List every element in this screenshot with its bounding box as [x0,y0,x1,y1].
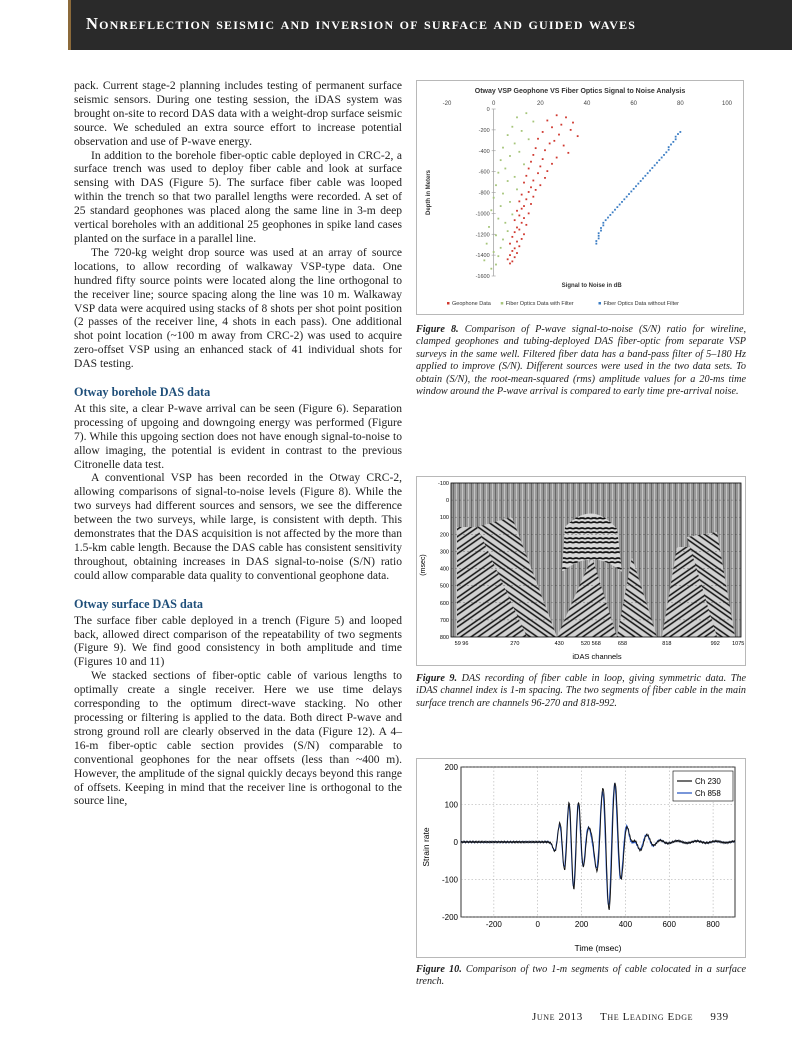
scatter-point [497,218,499,220]
caption-text: DAS recording of fiber cable in loop, giving symmetric data. The iDAS channel index is 1-m spacing. The two segments of fiber cable in the main surface trench are channels 96-270 and 818-992. [416,673,747,709]
scatter-point [523,182,525,184]
scatter-point [521,222,523,224]
scatter-point [609,214,611,216]
scatter-point [507,258,509,260]
scatter-point [642,178,644,180]
y-tick-label: -1400 [475,253,490,260]
scatter-point [556,114,558,116]
scatter-point [616,206,618,208]
scatter-point [509,254,511,256]
scatter-point [539,166,541,168]
scatter-point [504,222,506,224]
scatter-point [572,122,574,124]
x-tick-label: 600 [662,920,676,929]
legend-swatch [501,302,504,305]
scatter-point [665,151,667,153]
scatter-point [605,219,607,221]
legend-label: Fiber Optics Data with Filter [505,301,574,307]
scatter-point [509,155,511,157]
body-paragraph: In addition to the borehole fiber-optic cable deployed in CRC-2, a surface trench was used to deploy fiber cable and look at surface sensing with DAS (Figure 5). The surface fiber cable was looped within the trench so that two parallel lengths were recorded. A set of 25 standard geophones was placed along the same line in 3-m deep vertical boreholes with an additional 25 geophones in spike land cases planted on the surface in a parallel line. [74,149,402,245]
scatter-point [546,170,548,172]
series-line [461,784,735,905]
section-heading: Otway borehole DAS data [74,385,211,400]
scatter-point [635,185,637,187]
scatter-point [560,124,562,126]
y-tick-label: -600 [478,169,490,176]
scatter-point [600,230,602,232]
footer-date: June 2013 [532,1011,583,1023]
x-axis-label: Signal to Noise in dB [561,283,622,289]
scatter-point [630,191,632,193]
chart-title: Otway VSP Geophone VS Fiber Optics Signal to Noise Analysis [474,88,686,95]
x-tick-label: 100 [721,101,733,107]
caption-label: Figure 9. [416,673,458,684]
x-tick-label: 520 568 [580,641,601,647]
scatter-point [500,205,502,207]
scatter-point [507,230,509,232]
scatter-point [514,143,516,145]
scatter-point [500,159,502,161]
scatter-point [640,180,642,182]
y-tick-label: 800 [439,635,449,641]
scatter-point [518,245,520,247]
scatter-point [619,204,621,206]
scatter-point [495,184,497,186]
scatter-point [598,232,600,234]
caption-label: Figure 8. [416,324,459,335]
x-tick-label: 800 [706,920,720,929]
figure-9-caption [416,673,746,710]
scatter-point [516,116,518,118]
figure-8-caption [416,324,746,398]
y-tick-label: 0 [445,498,449,505]
caption-label: Figure 10. [416,964,462,975]
caption-text: Comparison of P-wave signal-to-noise (S/N) ratio for wireline, clamped geophones and tubing-deployed DAS fiber-optic from separate VSP surveys in the same well. Filtered fiber data has a band-pass filter of 5–180 Hz applied to improve (S/N). Different sources were used in the two data sets. To obtain (S/N), the root-mean-squared (rms) amplitude values for a 20-ms time window around the P-wave arrival is compared to early time pre-arrival noise. [416,324,747,398]
y-tick-label: 200 [439,532,449,539]
scatter-point [677,133,679,135]
scatter-point [530,161,532,163]
scatter-point [511,260,513,262]
left-text-column [74,80,402,809]
scatter-point [668,146,670,148]
figure-10-chart [417,759,745,957]
x-tick-label: 80 [676,101,684,107]
scatter-point [675,138,677,140]
scatter-point [490,268,492,270]
figure-10-caption [416,964,746,989]
x-tick-label: 1075 [732,641,745,647]
legend-swatch [599,302,602,305]
scatter-point [511,126,513,128]
scatter-point [637,183,639,185]
scatter-point [647,172,649,174]
scatter-point [551,126,553,128]
scatter-point [661,157,663,159]
scatter-point [516,252,518,254]
scatter-point [595,240,597,242]
body-paragraph: The 720-kg weight drop source was used at an array of source locations, to allow recording of walkaway VSP-type data. One hundred fifty source points were located along the line orthogonal to the receiver line; source spacing along the line was 10 m. Walkaway VSP data were acquired using stacks of 8 shots per shot point position (2 passes of the receiver line, 4 shots in each pass). One additional shot point location (~100 m away from CRC-2) was used to acquire zero-offset VSP using an enhanced stack of 41 individual shots for DAS testing. [74,246,402,371]
scatter-point [502,193,504,195]
scatter-point [486,243,488,245]
page-footer [532,1011,762,1023]
legend-label: Geophone Data [452,301,491,307]
legend-label: Ch 230 [695,777,721,786]
scatter-point [511,250,513,252]
scatter-point [507,134,509,136]
header-accent-bar [68,0,71,50]
scatter-point [626,196,628,198]
scatter-point [523,233,525,235]
y-tick-label: -200 [441,913,458,922]
scatter-point [567,152,569,154]
y-tick-label: -200 [478,127,490,134]
body-paragraph: A conventional VSP has been recorded in the Otway CRC-2, allowing comparisons of signal-to-noise levels (Figure 8). While the two surveys had different sources and sensors, we see the difference between the two surveys, while large, is consistent with depth. This demonstrates that the DAS acquisition is not affected by the more than 1.5-km cable length. Because the DAS cable has consistent sensitivity throughout, obtaining increases in DAS signal-to-noise (S/N) ratio could allow comparable data quality to conventional geophone data. [74,472,402,582]
scatter-point [663,154,665,156]
x-tick-label: 200 [574,920,589,929]
scatter-point [542,131,544,133]
scatter-point [598,235,600,237]
scatter-point [537,172,539,174]
y-tick-label: 500 [439,583,449,590]
scatter-point [511,214,513,216]
scatter-point [668,149,670,151]
scatter-point [542,158,544,160]
y-tick-label: 0 [486,107,490,113]
scatter-point [523,217,525,219]
scatter-point [528,212,530,214]
scatter-point [532,121,534,123]
legend-swatch [447,302,450,305]
y-tick-label: 0 [453,838,458,847]
scatter-point [502,147,504,149]
figure-9-panel [416,476,746,666]
header-banner [68,0,792,50]
y-tick-label: 200 [444,763,458,772]
scatter-point [509,201,511,203]
y-tick-label: -100 [441,875,458,885]
figure-9-ylabel: (msec) [420,554,427,576]
y-tick-label: -1000 [475,211,490,218]
scatter-point [654,164,656,166]
scatter-point [525,224,527,226]
scatter-point [514,247,516,249]
x-tick-label: 0 [491,101,496,107]
scatter-point [493,197,495,199]
scatter-point [537,138,539,140]
scatter-point [679,131,681,133]
y-axis-label: Depth in Meters [426,169,432,216]
scatter-point [483,259,485,261]
scatter-point [577,135,579,137]
x-tick-label: 40 [583,101,591,107]
scatter-point [544,149,546,151]
scatter-point [535,147,537,149]
scatter-point [523,163,525,165]
scatter-point [490,209,492,211]
scatter-point [525,198,527,200]
scatter-point [504,168,506,170]
scatter-point [518,200,520,202]
scatter-point [497,255,499,257]
scatter-point [621,201,623,203]
scatter-point [497,172,499,174]
figure-8-panel [416,80,744,315]
scatter-point [502,239,504,241]
scatter-point [525,112,527,114]
scatter-point [532,154,534,156]
scatter-point [518,215,520,217]
figure-8-chart [417,81,743,314]
scatter-point [551,163,553,165]
scatter-point [500,247,502,249]
y-tick-label: 400 [439,566,449,573]
scatter-point [518,151,520,153]
scatter-point [558,134,560,136]
scatter-point [612,211,614,213]
scatter-point [530,186,532,188]
scatter-point [602,222,604,224]
y-tick-label: 300 [439,549,449,556]
scatter-point [544,177,546,179]
scatter-point [602,224,604,226]
scatter-point [600,227,602,229]
scatter-point [516,241,518,243]
scatter-point [521,208,523,210]
scatter-point [516,227,518,229]
figure-10-xlabel: Time (msec) [574,943,622,953]
x-tick-label: 400 [618,920,633,929]
y-tick-label: -1200 [475,232,490,239]
scatter-point [528,168,530,170]
scatter-point [532,196,534,198]
scatter-point [651,167,653,169]
y-tick-label: 100 [439,515,449,522]
scatter-point [546,120,548,122]
scatter-point [563,145,565,147]
scatter-point [532,180,534,182]
y-tick-label: -1600 [475,274,490,280]
scatter-point [516,188,518,190]
x-tick-label: -200 [485,920,502,929]
scatter-point [495,234,497,236]
x-tick-label: 60 [630,101,638,107]
legend-label: Ch 858 [695,789,721,798]
scatter-point [518,229,520,231]
x-tick-label: 658 [617,641,628,647]
scatter-point [595,243,597,245]
scatter-point [495,264,497,266]
scatter-point [565,116,567,118]
scatter-point [521,238,523,240]
x-tick-label: -20 [442,101,452,107]
body-paragraph: pack. Current stage-2 planning includes testing of permanent surface seismic sensors. During one testing session, the iDAS system was brought on-site to record DAS data with a weight-drop surface seismic source. We scheduled an extra source effort to increase potential observation and use of P-wave energy. [74,80,402,148]
scatter-point [514,231,516,233]
scatter-point [623,198,625,200]
scatter-point [528,191,530,193]
scatter-point [644,175,646,177]
scatter-point [656,162,658,164]
scatter-point [614,209,616,211]
scatter-point [607,217,609,219]
y-tick-label: 700 [439,617,449,624]
scatter-point [521,194,523,196]
scatter-point [516,210,518,212]
series-line [461,783,735,910]
x-tick-label: 430 [554,641,564,647]
figure-9-seismic-section [417,477,745,665]
scatter-point [549,143,551,145]
section-heading: Otway surface DAS data [74,596,203,611]
x-tick-label: 818 [662,641,672,647]
y-tick-label: -400 [478,148,490,155]
body-paragraph: The surface fiber cable deployed in a trench (Figure 5) and looped back, allowed direct comparison of the repeatability of two segments (Figure 9). We find good consistency in both amplitude and time (Figures 10 and 11) [74,614,402,669]
header-title: Nonreflection seismic and inversion of surface and guided waves [86,14,637,33]
caption-text: Comparison of two 1-m segments of cable colocated in a surface trench. [416,964,747,988]
body-paragraph: At this site, a clear P-wave arrival can be seen (Figure 6). Separation processing of upgoing and downgoing energy was performed (Figure 7). While this upgoing section does not have enough signal-to-noise to allow imaging, the potential is evident in contrast to the previous Citronelle data test. [74,402,402,471]
y-tick-label: -100 [437,481,449,487]
scatter-point [488,226,490,228]
y-tick-label: 600 [439,600,449,607]
x-tick-label: 20 [536,101,544,107]
scatter-point [672,141,674,143]
scatter-point [633,188,635,190]
scatter-point [539,184,541,186]
scatter-point [514,176,516,178]
page-number: 939 [710,1011,729,1023]
figure-10-panel [416,758,746,958]
scatter-point [530,203,532,205]
scatter-point [493,251,495,253]
scatter-point [628,193,630,195]
scatter-point [535,189,537,191]
scatter-point [514,219,516,221]
scatter-point [521,130,523,132]
x-tick-label: 270 [510,641,520,647]
x-tick-label: 59 96 [454,641,469,647]
scatter-point [511,236,513,238]
scatter-point [553,140,555,142]
scatter-point [658,159,660,161]
y-tick-label: 100 [444,800,458,810]
scatter-point [528,138,530,140]
body-paragraph: We stacked sections of fiber-optic cable of various lengths to optimally create a single receiver. Here we use time delays corresponding to the optimum direct-wave stacking. No other processing or filtering is applied to the data. Both direct P-wave and strong ground roll are clearly observed in the data (Figure 12). A 4–16-m fiber-optic cable section provides (S/N) comparable to conventional geophones for the near offsets (less than ~400 m). However, the amplitude of the signal quickly decays beyond this range of offsets. Keeping in mind that the receiver line is orthogonal to the source line, [74,670,402,808]
figure-10-ylabel: Strain rate [421,827,431,867]
scatter-point [649,170,651,172]
scatter-point [507,180,509,182]
footer-journal: The Leading Edge [600,1011,694,1023]
legend-label: Fiber Optics Data without Filter [603,301,679,307]
scatter-point [670,144,672,146]
x-tick-label: 992 [710,641,720,647]
scatter-point [509,243,511,245]
scatter-point [525,175,527,177]
scatter-point [523,205,525,207]
scatter-point [556,157,558,159]
figure-9-section-image [451,483,741,637]
y-tick-label: -800 [478,190,490,197]
scatter-point [509,263,511,265]
scatter-point [598,238,600,240]
scatter-point [675,136,677,138]
scatter-point [570,129,572,131]
figure-9-xlabel: iDAS channels [572,652,622,661]
x-tick-label: 0 [535,920,540,929]
scatter-point [514,256,516,258]
